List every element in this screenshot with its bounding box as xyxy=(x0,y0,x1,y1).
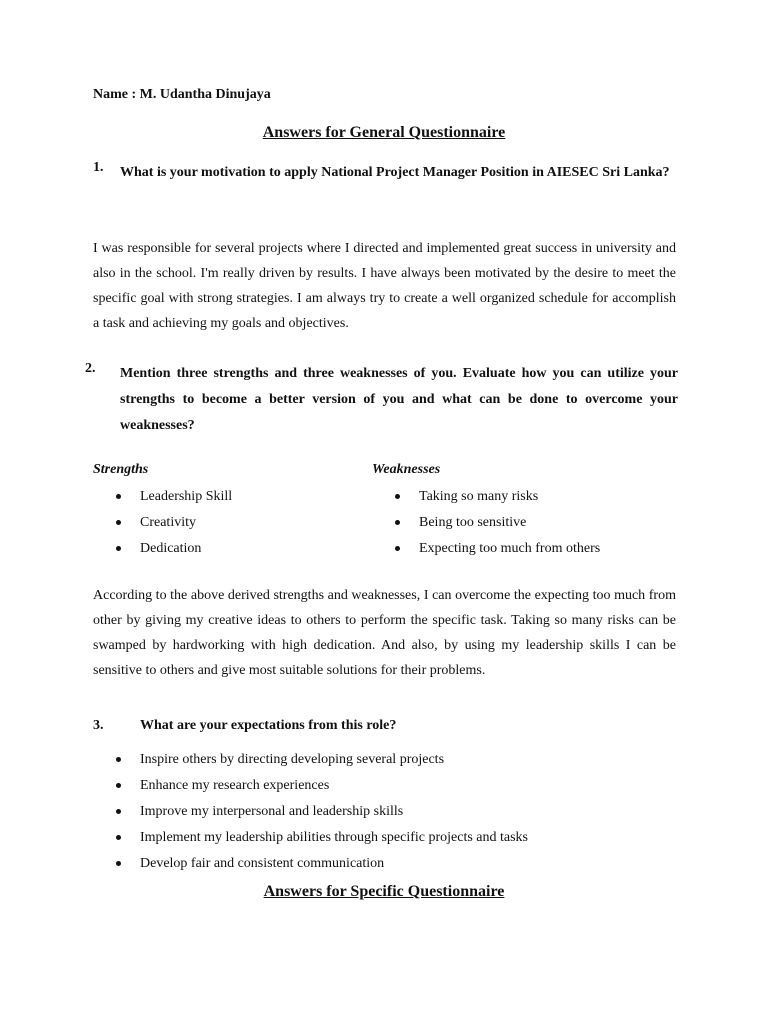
list-item xyxy=(112,830,528,856)
question-1-text: What is your motivation to apply National Project Manager Position in AIESEC Sri Lanka? xyxy=(120,165,670,180)
weaknesses-heading: Weaknesses xyxy=(372,462,441,477)
strength-item: Creativity xyxy=(140,515,196,530)
expectation-item: Enhance my research experiences xyxy=(140,778,330,793)
list-item xyxy=(391,489,600,515)
question-1-number: 1. xyxy=(93,160,104,175)
list-item xyxy=(112,541,232,567)
weakness-item: Taking so many risks xyxy=(419,489,539,504)
list-item xyxy=(112,804,528,830)
weakness-item: Being too sensitive xyxy=(419,515,527,530)
bullet-icon xyxy=(116,494,121,499)
bullet-icon xyxy=(116,546,121,551)
list-item xyxy=(391,541,600,567)
bullet-icon xyxy=(395,494,400,499)
bullet-icon xyxy=(116,835,121,840)
bullet-icon xyxy=(116,520,121,525)
name-line: Name : M. Udantha Dinujaya xyxy=(93,87,271,102)
bullet-icon xyxy=(395,546,400,551)
expectation-item: Improve my interpersonal and leadership skills xyxy=(140,804,404,819)
list-item xyxy=(112,489,232,515)
weakness-item: Expecting too much from others xyxy=(419,541,601,556)
strengths-heading: Strengths xyxy=(93,462,149,477)
list-item xyxy=(112,515,232,541)
specific-questionnaire-title: Answers for Specific Questionnaire xyxy=(263,883,505,900)
bullet-icon xyxy=(395,520,400,525)
list-item xyxy=(112,778,528,804)
list-item xyxy=(112,752,528,778)
general-questionnaire-title: Answers for General Questionnaire xyxy=(262,124,506,141)
question-3-number: 3. xyxy=(93,718,104,733)
bullet-icon xyxy=(116,809,121,814)
expectation-item: Implement my leadership abilities through specific projects and tasks xyxy=(140,830,529,845)
question-3-text: What are your expectations from this role? xyxy=(140,718,397,733)
bullet-icon xyxy=(116,757,121,762)
expectations-list xyxy=(112,752,528,882)
answer-1-paragraph: I was responsible for several projects where I directed and implemented great success in university and also in the school. I'm really driven by results. I have always been motivated by the desire to meet the specific goal with strong strategies. I am always try to create a well organized schedule for accomplish a task and achieving my goals and objectives. xyxy=(93,241,676,331)
question-2-number: 2. xyxy=(85,361,96,376)
expectation-item: Develop fair and consistent communication xyxy=(140,856,385,871)
strength-item: Dedication xyxy=(140,541,202,556)
weaknesses-list xyxy=(391,489,600,567)
strength-item: Leadership Skill xyxy=(140,489,233,504)
bullet-icon xyxy=(116,861,121,866)
bullet-icon xyxy=(116,783,121,788)
strengths-list xyxy=(112,489,232,567)
list-item xyxy=(112,856,528,882)
answer-2-paragraph: According to the above derived strengths and weaknesses, I can overcome the expecting too much from other by giving my creative ideas to others to perform the specific task. Taking so many risks can be swamped by hardworking with high dedication. And also, by using my leadership skills I can be sensitive to others and give most suitable solutions for their problems. xyxy=(93,588,676,678)
list-item xyxy=(391,515,600,541)
question-2-text: Mention three strengths and three weaknesses of you. Evaluate how you can utilize your strengths to become a better version of you and what can be done to overcome your weaknesses? xyxy=(120,366,678,433)
expectation-item: Inspire others by directing developing several projects xyxy=(140,752,445,767)
